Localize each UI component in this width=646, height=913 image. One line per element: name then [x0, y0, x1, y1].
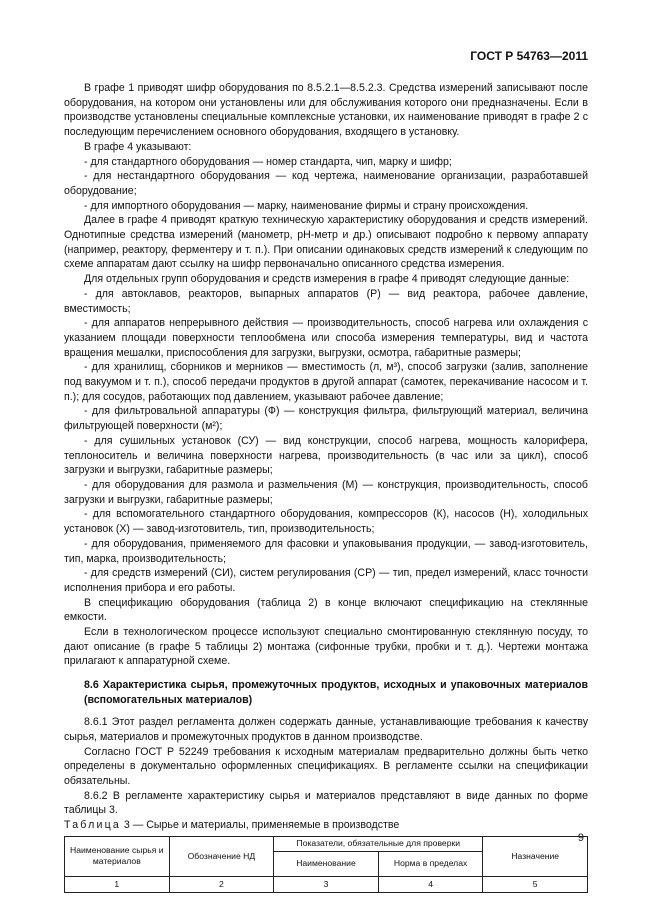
- list-item: - для вспомогательного стандартного оборудования, компрессоров (К), насосов (Н), холодильных установок (Х) — завод-изготовитель, тип, производительность;: [64, 508, 588, 536]
- list-item: - для автоклавов, реакторов, выпарных аппаратов (Р) — вид реактора, рабочее давление, вместимость;: [64, 287, 588, 315]
- materials-table: [64, 836, 588, 893]
- paragraph: Для отдельных групп оборудования и средств измерения в графе 4 приводят следующие данные:: [84, 273, 570, 286]
- paragraph: В графе 4 указывают:: [84, 140, 192, 153]
- column-number-cell: 1: [65, 876, 170, 892]
- paragraph: В графе 1 приводят шифр оборудования по 8.5.2.1—8.5.2.3. Средства измерений записывают после оборудования, на котором они установлены или для обслуживания которого они предназначены. Если в производстве установлены специальные комплексные установки, их наименование приводят в графе 2 с последующим перечислением основного оборудования, входящего в установку.: [64, 82, 588, 139]
- table-caption-word: Таблица: [64, 819, 121, 832]
- column-number-cell: 3: [274, 876, 379, 892]
- column-number-cell: 5: [483, 876, 588, 892]
- paragraph: Если в технологическом процессе используют специально смонтированную стеклянную посуду, то дают описание (в графе 5 таблицы 2) монтажа (сифонные трубки, пробки и т. д.). Чертежи монтажа прилагают к аппаратурной схеме.: [64, 626, 588, 668]
- list-item: - для нестандартного оборудования — код чертежа, наименование организации, разработавшей оборудование;: [64, 170, 588, 197]
- table-caption: [64, 818, 588, 833]
- page-number: 9: [577, 832, 584, 844]
- section-heading: 8.6 Характеристика сырья, промежуточных продуктов, исходных и упаковочных материалов (вспомогательных материалов): [84, 679, 588, 707]
- header-cell-purpose: Назначение: [483, 836, 588, 876]
- list-item: - для стандартного оборудования — номер стандарта, чип, марку и шифр;: [84, 155, 452, 168]
- list-item: - для аппаратов непрерывного действия — производительность, способ нагрева или охлаждения с указанием площади поверхности теплообмена или способа измерения температуры, вид и частота вращения мешалки, приспособления для загрузки, выгрузки, осмотра, габаритные размеры;: [64, 317, 588, 359]
- table-caption-text: 3 — Сырье и материалы, применяемые в производстве: [123, 819, 400, 832]
- list-item: - для хранилищ, сборников и мерников — вместимость (л, м³), способ загрузки (залив, заполнение под вакуумом и т. п.), способ передачи продуктов в другой аппарат (самотек, перекачивание насосом и т. п.); для сосудов, работающих под давлением, указывают рабочее давление;: [64, 361, 588, 403]
- list-item: - для импортного оборудования — марку, наименование фирмы и страну происхождения.: [84, 199, 529, 212]
- header-cell-group: Показатели, обязательные для проверки: [274, 836, 483, 851]
- header-cell-nd: Обозначение НД: [169, 836, 274, 876]
- paragraph: В спецификацию оборудования (таблица 2) в конце включают спецификацию на стеклянные емкости.: [64, 596, 588, 624]
- paragraph: Согласно ГОСТ Р 52249 требования к исходным материалам предварительно должны быть четко определены в документально оформленных спецификациях. В регламенте ссылки на спецификации обязательны.: [64, 745, 588, 787]
- header-cell-name: Наименование сырья и материалов: [65, 836, 170, 876]
- list-item: - для фильтровальной аппаратуры (Ф) — конструкция фильтра, фильтрующий материал, величина фильтрующей поверхности (м²);: [64, 405, 588, 433]
- list-item: - для средств измерений (СИ), систем регулирования (СР) — тип, предел измерений, класс точности исполнения прибора и его работы.: [64, 567, 588, 594]
- paragraph: 8.6.2 В регламенте характеристику сырья и материалов представляют в виде данных по форме таблицы 3.: [64, 789, 588, 817]
- column-number-cell: 2: [169, 876, 274, 892]
- header-cell-indicator: Наименование: [274, 851, 379, 876]
- list-item: - для сушильных установок (СУ) — вид конструкции, способ нагрева, мощность калорифера, теплоноситель и величина поверхности нагрева, производительность (в час или за цикл), способ загрузки и выгрузки, габаритные размеры;: [64, 434, 588, 477]
- document-header: ГОСТ Р 54763—2011: [470, 49, 588, 63]
- list-item: - для оборудования, применяемого для фасовки и упаковывания продукции, — завод-изготовитель, тип, марка, производительность;: [64, 537, 588, 565]
- header-cell-norm: Норма в пределах: [378, 851, 483, 876]
- list-item: - для оборудования для размола и размельчения (М) — конструкция, производительность, способ загрузки и выгрузки, габаритные размеры;: [64, 478, 588, 506]
- paragraph: 8.6.1 Этот раздел регламента должен содержать данные, устанавливающие требования к качеству сырья, материалов и промежуточных продуктов в данном производстве.: [64, 716, 588, 743]
- paragraph: Далее в графе 4 приводят краткую техническую характеристику оборудования и средств измерений. Однотипные средства измерений (манометр, pH-метр и др.) описывают подробно к первому аппарату (например, реактору, ферментеру и т. п.). При описании одинаковых средств измерений к следующим по схеме аппаратам дают ссылку на шифр первоначально описанного средства измерения.: [64, 214, 588, 271]
- column-number-cell: 4: [378, 876, 483, 892]
- page-body: [64, 81, 588, 893]
